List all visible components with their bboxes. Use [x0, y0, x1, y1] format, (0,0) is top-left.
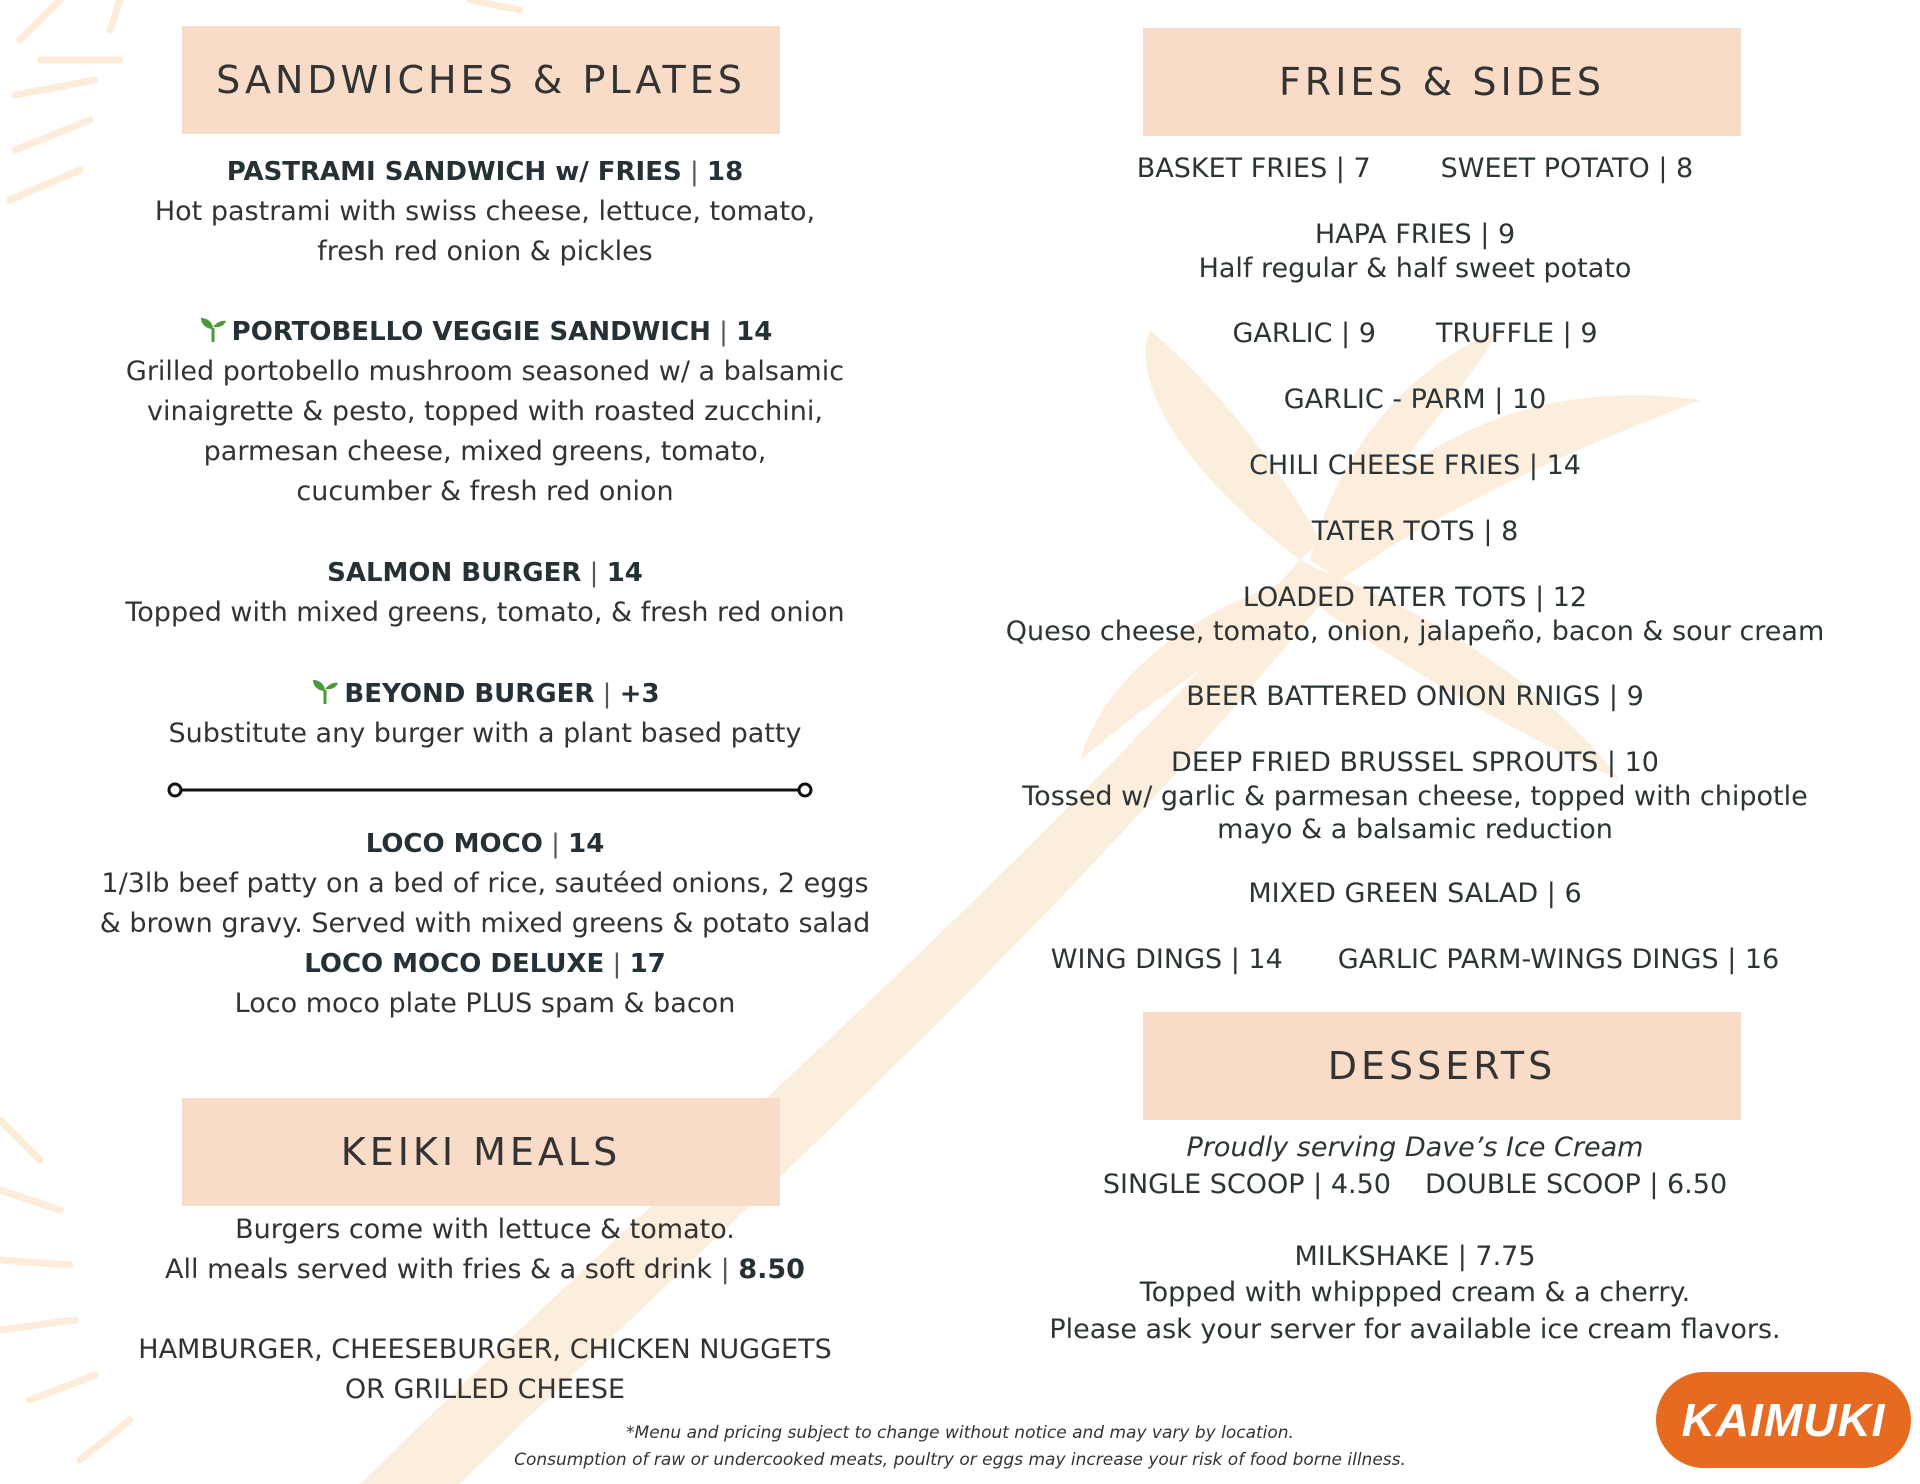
item-price: 10 [1511, 384, 1547, 415]
item-name: WING DINGS [1050, 944, 1223, 975]
sandwiches-banner [182, 26, 780, 134]
keiki-title: KEIKI MEALS [340, 1130, 622, 1174]
item-desc: parmesan cheese, mixed greens, tomato, [203, 436, 767, 467]
item-name: LOCO MOCO DELUXE [304, 949, 605, 979]
item-name: GARLIC PARM-WINGS DINGS [1337, 944, 1719, 975]
item-name: GARLIC - PARM [1283, 384, 1486, 415]
desserts-tagline: Proudly serving Dave’s Ice Cream [1186, 1132, 1644, 1163]
kaimuki-logo [1656, 1372, 1911, 1468]
sandwiches-title: SANDWICHES & PLATES [216, 58, 746, 102]
item-price: 14 [568, 829, 605, 859]
item-price: 12 [1552, 582, 1588, 613]
fries-banner [1143, 28, 1741, 136]
item-name: SWEET POTATO [1440, 153, 1650, 184]
item-desc: fresh red onion & pickles [317, 236, 653, 267]
item-name: MILKSHAKE [1294, 1241, 1450, 1272]
keiki-options: HAMBURGER, CHEESEBURGER, CHICKEN NUGGETS [138, 1334, 832, 1365]
menu-item-beyond: BEYOND BURGER | +3 Substitute any burger with a plant based patty [70, 674, 900, 754]
item-name: DEEP FRIED BRUSSEL SPROUTS [1171, 747, 1599, 778]
item-price: 7.75 [1475, 1241, 1536, 1272]
side-loaded-tots: LOADED TATER TOTS | 12 Queso cheese, tomato, onion, jalapeño, bacon & sour cream [985, 581, 1845, 648]
item-desc: Tossed w/ garlic & parmesan cheese, topped with chipotle [1022, 781, 1808, 812]
item-price: 9 [1580, 318, 1598, 349]
item-name: TRUFFLE [1435, 318, 1555, 349]
item-name: GARLIC [1232, 318, 1333, 349]
item-name: DOUBLE SCOOP [1424, 1169, 1641, 1200]
item-name: SALMON BURGER [327, 558, 582, 588]
item-price: 14 [736, 317, 773, 347]
item-price: +3 [619, 679, 660, 709]
item-price: 6.50 [1667, 1169, 1728, 1200]
keiki-banner [182, 1098, 780, 1206]
side-brussel: DEEP FRIED BRUSSEL SPROUTS | 10 Tossed w/ garlic & parmesan cheese, topped with chipotle mayo & a balsamic reduction [985, 746, 1845, 846]
item-name: BEER BATTERED ONION RNIGS [1186, 681, 1601, 712]
item-desc: & brown gravy. Served with mixed greens & potato salad [99, 908, 871, 939]
item-price: 9 [1358, 318, 1376, 349]
item-desc: Topped with whippped cream & a cherry. [1139, 1277, 1691, 1308]
item-name: CHILI CHEESE FRIES [1249, 450, 1521, 481]
item-name: MIXED GREEN SALAD [1248, 878, 1539, 909]
sprout-icon [310, 676, 340, 706]
logo-text: KAIMUKI [1681, 1394, 1886, 1446]
item-price: 9 [1626, 681, 1644, 712]
item-price: 4.50 [1330, 1169, 1391, 1200]
divider-line [165, 780, 815, 800]
side-hapa: HAPA FRIES | 9 Half regular & half sweet potato [985, 218, 1845, 285]
item-price: 6 [1564, 878, 1582, 909]
item-price: 10 [1624, 747, 1659, 778]
item-desc: Please ask your server for available ice cream flavors. [1049, 1314, 1781, 1345]
item-desc: Half regular & half sweet potato [1198, 253, 1632, 284]
item-desc: vinaigrette & pesto, topped with roasted zucchini, [147, 396, 823, 427]
item-desc: mayo & a balsamic reduction [1217, 814, 1613, 845]
side-garlic-parm: GARLIC - PARM | 10 [1283, 384, 1547, 415]
item-name: LOCO MOCO [365, 829, 543, 859]
item-desc: Loco moco plate PLUS spam & bacon [234, 988, 736, 1019]
item-name: BEYOND BURGER [344, 679, 595, 709]
desserts-info: Proudly serving Dave’s Ice Cream SINGLE SCOOP | 4.50 DOUBLE SCOOP | 6.50 MILKSHAKE | 7.75 Topped with whippped cream & a cherry. Please ask your server for available ice cream flavors. [985, 1131, 1845, 1348]
menu-item-salmon: SALMON BURGER | 14 Topped with mixed greens, tomato, & fresh red onion [70, 553, 900, 633]
left-column [70, 0, 900, 1484]
keiki-price: 8.50 [738, 1254, 805, 1285]
keiki-info: Burgers come with lettuce & tomato. All meals served with fries & a soft drink | 8.50 HAMBURGER, CHEESEBURGER, CHICKEN NUGGETS OR GRILLED CHEESE [70, 1210, 900, 1410]
item-name: PASTRAMI SANDWICH w/ FRIES [226, 157, 682, 187]
footer-disclaimer [0, 1420, 1920, 1474]
keiki-options: OR GRILLED CHEESE [344, 1374, 626, 1405]
side-onion-rings: BEER BATTERED ONION RNIGS | 9 [1186, 681, 1644, 712]
item-price: 16 [1744, 944, 1780, 975]
right-column [985, 0, 1845, 1484]
item-desc: Hot pastrami with swiss cheese, lettuce, tomato, [154, 196, 816, 227]
side-row-garlic-truffle: GARLIC | 9 TRUFFLE | 9 [1232, 318, 1598, 349]
item-desc: Queso cheese, tomato, onion, jalapeño, bacon & sour cream [1005, 616, 1825, 647]
item-price: 8 [1501, 516, 1519, 547]
desserts-title: DESSERTS [1327, 1044, 1557, 1088]
item-desc: Grilled portobello mushroom seasoned w/ a balsamic [125, 356, 845, 387]
menu-item-loco-moco: LOCO MOCO | 14 1/3lb beef patty on a bed of rice, sautéed onions, 2 eggs & brown gravy. Served with mixed greens & potato salad [70, 824, 900, 944]
item-name: HAPA FRIES [1314, 219, 1472, 250]
fries-title: FRIES & SIDES [1278, 60, 1606, 104]
menu-item-pastrami: PASTRAMI SANDWICH w/ FRIES | 18 Hot pastrami with swiss cheese, lettuce, tomato, fresh red onion & pickles [70, 152, 900, 272]
side-row-basket-sweet: BASKET FRIES | 7 SWEET POTATO | 8 [1136, 153, 1694, 184]
item-name: TATER TOTS [1311, 516, 1475, 547]
item-price: 14 [1546, 450, 1581, 481]
item-price: 14 [606, 558, 643, 588]
keiki-line: Burgers come with lettuce & tomato. [235, 1214, 735, 1245]
menu-item-portobello: PORTOBELLO VEGGIE SANDWICH | 14 Grilled portobello mushroom seasoned w/ a balsamic vinaigrette & pesto, topped with roasted zucchini, parmesan cheese, mixed greens, tomato, cucumber & fresh red onion [70, 312, 900, 512]
item-name: SINGLE SCOOP [1102, 1169, 1305, 1200]
disclaimer-line: *Menu and pricing subject to change without notice and may vary by location. [626, 1423, 1294, 1443]
item-price: 7 [1353, 153, 1371, 184]
item-price: 14 [1248, 944, 1283, 975]
side-chili: CHILI CHEESE FRIES | 14 [1249, 450, 1581, 481]
keiki-line: All meals served with fries & a soft drink [165, 1254, 713, 1285]
side-salad: MIXED GREEN SALAD | 6 [1248, 878, 1582, 909]
item-price: 17 [629, 949, 666, 979]
item-desc: 1/3lb beef patty on a bed of rice, sautéed onions, 2 eggs [101, 868, 869, 899]
menu-item-loco-moco-deluxe: LOCO MOCO DELUXE | 17 Loco moco plate PLUS spam & bacon [70, 944, 900, 1024]
sprout-icon [198, 314, 228, 344]
item-price: 9 [1497, 219, 1516, 250]
item-price: 8 [1676, 153, 1694, 184]
item-name: BASKET FRIES [1136, 153, 1328, 184]
desserts-banner [1143, 1012, 1741, 1120]
side-tots: TATER TOTS | 8 [1311, 516, 1519, 547]
side-row-wings: WING DINGS | 14 GARLIC PARM-WINGS DINGS | 16 [1050, 944, 1780, 975]
item-name: PORTOBELLO VEGGIE SANDWICH [231, 317, 711, 347]
item-desc: Topped with mixed greens, tomato, & fresh red onion [125, 597, 845, 628]
disclaimer-line: Consumption of raw or undercooked meats, poultry or eggs may increase your risk of food borne illness. [514, 1450, 1406, 1470]
item-desc: Substitute any burger with a plant based patty [168, 718, 802, 749]
item-name: LOADED TATER TOTS [1242, 582, 1527, 613]
item-price: 18 [707, 157, 744, 187]
item-desc: cucumber & fresh red onion [296, 476, 674, 507]
